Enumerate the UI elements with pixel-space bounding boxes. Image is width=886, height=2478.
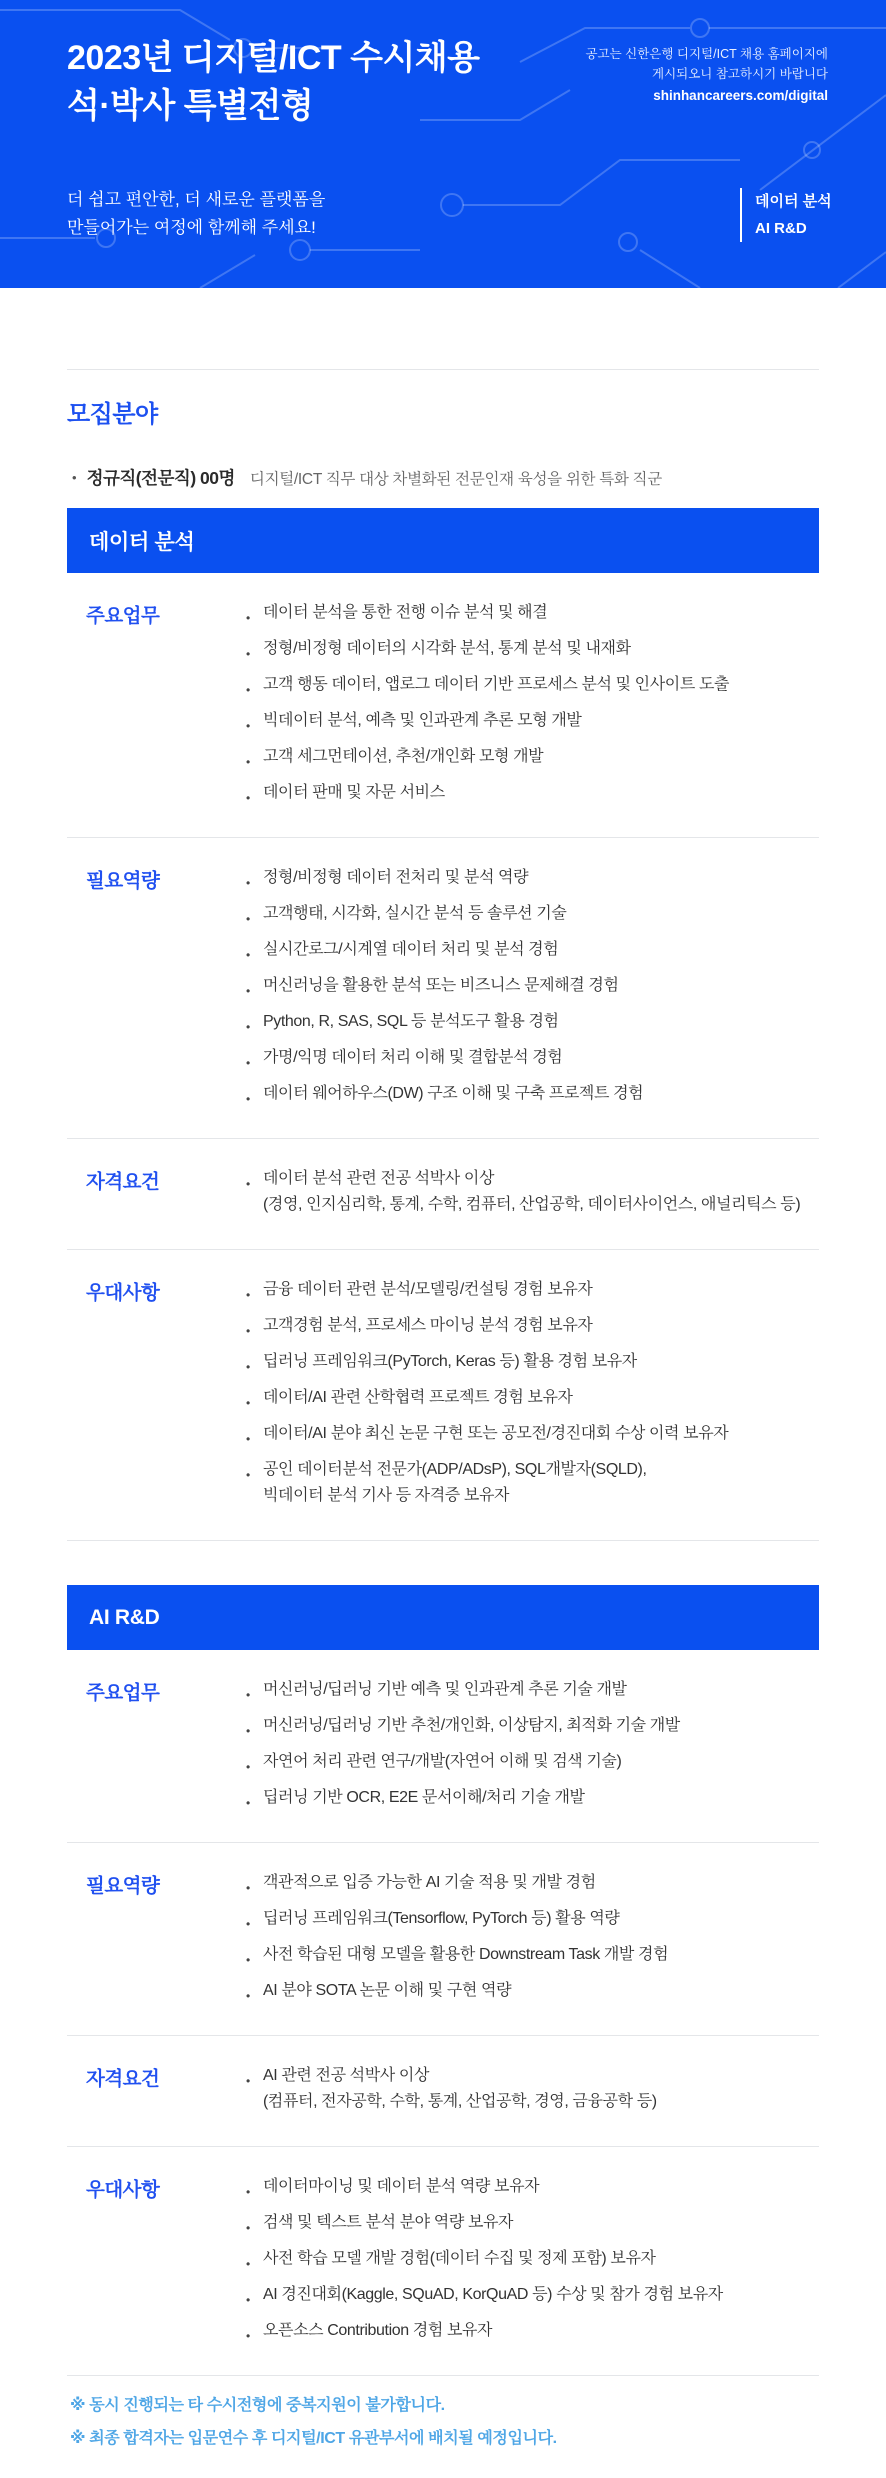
- bullet-item: [246, 1308, 819, 1344]
- row-label: 필요역량: [86, 1875, 160, 1897]
- bullet-text: 공인 데이터분석 전문가(ADP/ADsP), SQL개발자(SQLD),: [263, 1461, 647, 1478]
- page-title: [67, 34, 480, 130]
- bullet-icon: •: [246, 1177, 250, 1191]
- bullet-item: [246, 631, 819, 667]
- bullet-icon: •: [246, 611, 250, 625]
- recruit-heading: 모집분야: [67, 401, 158, 428]
- bullet-icon: •: [246, 2257, 250, 2271]
- bullet-text: AI 경진대회(Kaggle, SQuAD, KorQuAD 등) 수상 및 참가 경험 보유자: [263, 2286, 723, 2303]
- bullet-text: 빅데이터 분석, 예측 및 인과관계 추론 모형 개발: [263, 712, 582, 729]
- bullet-text: 가명/익명 데이터 처리 이해 및 결합분석 경험: [263, 1049, 563, 1066]
- bullet-item: [246, 860, 819, 896]
- footnote: ※ 동시 진행되는 타 수시전형에 중복지원이 불가합니다.: [70, 2397, 445, 2414]
- bullet-item: [246, 667, 819, 703]
- bullet-text: 객관적으로 입증 가능한 AI 기술 적용 및 개발 경험: [263, 1874, 596, 1891]
- page-title-line1: 2023년 디지털/ICT 수시채용: [67, 39, 480, 77]
- bullet-list: [246, 1672, 819, 1816]
- section-header-bar: AI R&D: [67, 1585, 819, 1650]
- bullet-item: [246, 1708, 819, 1744]
- bullet-icon: •: [246, 647, 250, 661]
- section-row: [67, 1250, 819, 1541]
- banner-notice-line2: 게시되오니 참고하시기 바랍니다: [652, 67, 828, 81]
- bullet-icon: •: [246, 1796, 250, 1810]
- banner-subtitle-line2: 만들어가는 여정에 함께해 주세요!: [67, 218, 316, 237]
- bullet-icon: •: [246, 1092, 250, 1106]
- bullet-item: [246, 1344, 819, 1380]
- banner-subtitle-line1: 더 쉽고 편안한, 더 새로운 플랫폼을: [67, 190, 326, 209]
- bullet-item: [246, 2241, 819, 2277]
- section-row: [67, 1650, 819, 1843]
- bullet-icon: •: [246, 1989, 250, 2003]
- bullet-list: [246, 595, 819, 811]
- bullet-item: [246, 1272, 819, 1308]
- section-row: [67, 573, 819, 838]
- bullet-text: 정형/비정형 데이터 전처리 및 분석 역량: [263, 869, 529, 886]
- bullet-item: [246, 1416, 819, 1452]
- banner-field-list: [740, 188, 832, 242]
- bullet-text: 데이터마이닝 및 데이터 분석 역량 보유자: [263, 2178, 540, 2195]
- bullet-icon: •: [246, 1953, 250, 1967]
- bullet-item: [246, 1004, 819, 1040]
- bullet-item: [246, 1865, 819, 1901]
- bullet-icon: •: [72, 470, 77, 485]
- bullet-icon: •: [246, 948, 250, 962]
- bullet-text: 데이터 웨어하우스(DW) 구조 이해 및 구축 프로젝트 경험: [263, 1085, 644, 1102]
- bullet-icon: •: [246, 755, 250, 769]
- bullet-text: 머신러닝/딥러닝 기반 추천/개인화, 이상탐지, 최적화 기술 개발: [263, 1717, 680, 1734]
- banner-notice-line1: 공고는 신한은행 디지털/ICT 채용 홈페이지에: [585, 47, 828, 61]
- bullet-icon: •: [246, 1360, 250, 1374]
- bullet-text: 빅데이터 분석 기사 등 자격증 보유자: [263, 1487, 510, 1504]
- bullet-list: [246, 1272, 819, 1514]
- bullet-text: 딥러닝 기반 OCR, E2E 문서이해/처리 기술 개발: [263, 1789, 585, 1806]
- bullet-icon: •: [246, 719, 250, 733]
- bullet-text: 딥러닝 프레임워크(PyTorch, Keras 등) 활용 경험 보유자: [263, 1353, 637, 1370]
- bullet-item: [246, 1380, 819, 1416]
- bullet-icon: •: [246, 2185, 250, 2199]
- position-line: [67, 465, 819, 490]
- row-label: 주요업무: [86, 605, 160, 627]
- bullet-text: 고객 세그먼테이션, 추천/개인화 모형 개발: [263, 748, 544, 765]
- bullet-text: 자연어 처리 관련 연구/개발(자연어 이해 및 검색 기술): [263, 1753, 622, 1770]
- bullet-icon: •: [246, 1468, 250, 1482]
- position-description: 디지털/ICT 직무 대상 차별화된 전문인재 육성을 위한 특화 직군: [249, 471, 662, 488]
- row-label: 주요업무: [86, 1682, 160, 1704]
- bullet-text: 금융 데이터 관련 분석/모델링/컨설팅 경험 보유자: [263, 1281, 593, 1298]
- bullet-icon: •: [246, 1724, 250, 1738]
- bullet-icon: •: [246, 912, 250, 926]
- footnote: ※ 최종 합격자는 입문연수 후 디지털/ICT 유관부서에 배치될 예정입니다.: [70, 2430, 557, 2447]
- bullet-text: 고객행태, 시각화, 실시간 분석 등 솔루션 기술: [263, 905, 567, 922]
- bullet-list: [246, 860, 819, 1112]
- bullet-item: [246, 1672, 819, 1708]
- bullet-item: [246, 1161, 819, 1223]
- job-section: [67, 1585, 819, 2376]
- bullet-text: 데이터/AI 관련 산학협력 프로젝트 경험 보유자: [263, 1389, 573, 1406]
- section-row: [67, 1843, 819, 2036]
- bullet-text: 데이터 분석 관련 전공 석박사 이상: [263, 1170, 495, 1187]
- row-label: 우대사항: [86, 1282, 160, 1304]
- bullet-icon: •: [246, 1396, 250, 1410]
- bullet-icon: •: [246, 1688, 250, 1702]
- banner-field-data-analysis: 데이터 분석: [755, 193, 832, 210]
- banner-subtitle: [67, 186, 325, 242]
- banner-field-ai-rnd: AI R&D: [755, 220, 807, 237]
- bullet-item: [246, 2277, 819, 2313]
- bullet-icon: •: [246, 2329, 250, 2343]
- bullet-icon: •: [246, 2221, 250, 2235]
- row-label: 자격요건: [86, 2068, 160, 2090]
- section-row: [67, 838, 819, 1139]
- bullet-item: [246, 932, 819, 968]
- bullet-item: [246, 2169, 819, 2205]
- bullet-icon: •: [246, 984, 250, 998]
- bullet-item: [246, 2205, 819, 2241]
- bullet-item: [246, 968, 819, 1004]
- banner-notice: [585, 44, 828, 106]
- bullet-text: 사전 학습 모델 개발 경험(데이터 수집 및 정제 포함) 보유자: [263, 2250, 656, 2267]
- bullet-icon: •: [246, 2074, 250, 2088]
- section-row: [67, 2147, 819, 2376]
- bullet-icon: •: [246, 1760, 250, 1774]
- bullet-text: 머신러닝/딥러닝 기반 예측 및 인과관계 추론 기술 개발: [263, 1681, 627, 1698]
- row-label: 자격요건: [86, 1171, 160, 1193]
- bullet-text: 정형/비정형 데이터의 시각화 분석, 통계 분석 및 내재화: [263, 640, 631, 657]
- bullet-icon: •: [246, 1056, 250, 1070]
- row-label: 우대사항: [86, 2179, 160, 2201]
- row-label: 필요역량: [86, 870, 160, 892]
- bullet-list: [246, 2058, 819, 2120]
- bullet-icon: •: [246, 1020, 250, 1034]
- bullet-item: [246, 1937, 819, 1973]
- job-section: [67, 508, 819, 1541]
- bullet-item: [246, 2313, 819, 2349]
- bullet-text: (컴퓨터, 전자공학, 수학, 통계, 산업공학, 경영, 금융공학 등): [263, 2093, 657, 2110]
- bullet-text: AI 분야 SOTA 논문 이해 및 구현 역량: [263, 1982, 512, 1999]
- careers-url-link[interactable]: shinhancareers.com/digital: [653, 88, 828, 103]
- bullet-icon: •: [246, 876, 250, 890]
- bullet-text: 실시간로그/시계열 데이터 처리 및 분석 경험: [263, 941, 559, 958]
- bullet-item: [246, 1744, 819, 1780]
- bullet-text: 데이터/AI 분야 최신 논문 구현 또는 공모전/경진대회 수상 이력 보유자: [263, 1425, 729, 1442]
- bullet-text: 고객 행동 데이터, 앱로그 데이터 기반 프로세스 분석 및 인사이트 도출: [263, 676, 730, 693]
- bullet-icon: •: [246, 1917, 250, 1931]
- bullet-item: [246, 1452, 819, 1514]
- banner: [0, 0, 886, 288]
- bullet-icon: •: [246, 1288, 250, 1302]
- content-area: [67, 369, 819, 2478]
- bullet-item: [246, 896, 819, 932]
- bullet-list: [246, 2169, 819, 2349]
- bullet-icon: •: [246, 791, 250, 805]
- bullet-item: [246, 703, 819, 739]
- bullet-text: 머신러닝을 활용한 분석 또는 비즈니스 문제해결 경험: [263, 977, 619, 994]
- section-header-bar: 데이터 분석: [67, 508, 819, 573]
- bullet-icon: •: [246, 2293, 250, 2307]
- divider: [67, 369, 819, 370]
- job-sections: [67, 508, 819, 2376]
- bullet-text: 데이터 판매 및 자문 서비스: [263, 784, 445, 801]
- bullet-icon: •: [246, 1432, 250, 1446]
- bullet-item: [246, 775, 819, 811]
- bullet-text: 사전 학습된 대형 모델을 활용한 Downstream Task 개발 경험: [263, 1946, 669, 1963]
- footnotes: [67, 2394, 819, 2478]
- bullet-item: [246, 1076, 819, 1112]
- bullet-text: 데이터 분석을 통한 전행 이슈 분석 및 해결: [263, 604, 548, 621]
- bullet-list: [246, 1161, 819, 1223]
- bullet-list: [246, 1865, 819, 2009]
- bullet-text: 고객경험 분석, 프로세스 마이닝 분석 경험 보유자: [263, 1317, 593, 1334]
- bullet-text: 딥러닝 프레임워크(Tensorflow, PyTorch 등) 활용 역량: [263, 1910, 620, 1927]
- bullet-item: [246, 595, 819, 631]
- bullet-text: (경영, 인지심리학, 통계, 수학, 컴퓨터, 산업공학, 데이터사이언스, 애널리틱스 등): [263, 1196, 801, 1213]
- bullet-text: 오픈소스 Contribution 경험 보유자: [263, 2322, 493, 2339]
- bullet-icon: •: [246, 1324, 250, 1338]
- section-row: [67, 2036, 819, 2147]
- bullet-item: [246, 1973, 819, 2009]
- page-title-line2: 석·박사 특별전형: [67, 87, 314, 125]
- position-count: 정규직(전문직) 00명: [86, 468, 235, 488]
- bullet-icon: •: [246, 683, 250, 697]
- bullet-item: [246, 1901, 819, 1937]
- bullet-item: [246, 1780, 819, 1816]
- bullet-item: [246, 739, 819, 775]
- bullet-text: 검색 및 텍스트 분석 분야 역량 보유자: [263, 2214, 514, 2231]
- bullet-item: [246, 2058, 819, 2120]
- bullet-text: AI 관련 전공 석박사 이상: [263, 2067, 430, 2084]
- bullet-text: Python, R, SAS, SQL 등 분석도구 활용 경험: [263, 1013, 559, 1030]
- bullet-item: [246, 1040, 819, 1076]
- bullet-icon: •: [246, 1881, 250, 1895]
- section-row: [67, 1139, 819, 1250]
